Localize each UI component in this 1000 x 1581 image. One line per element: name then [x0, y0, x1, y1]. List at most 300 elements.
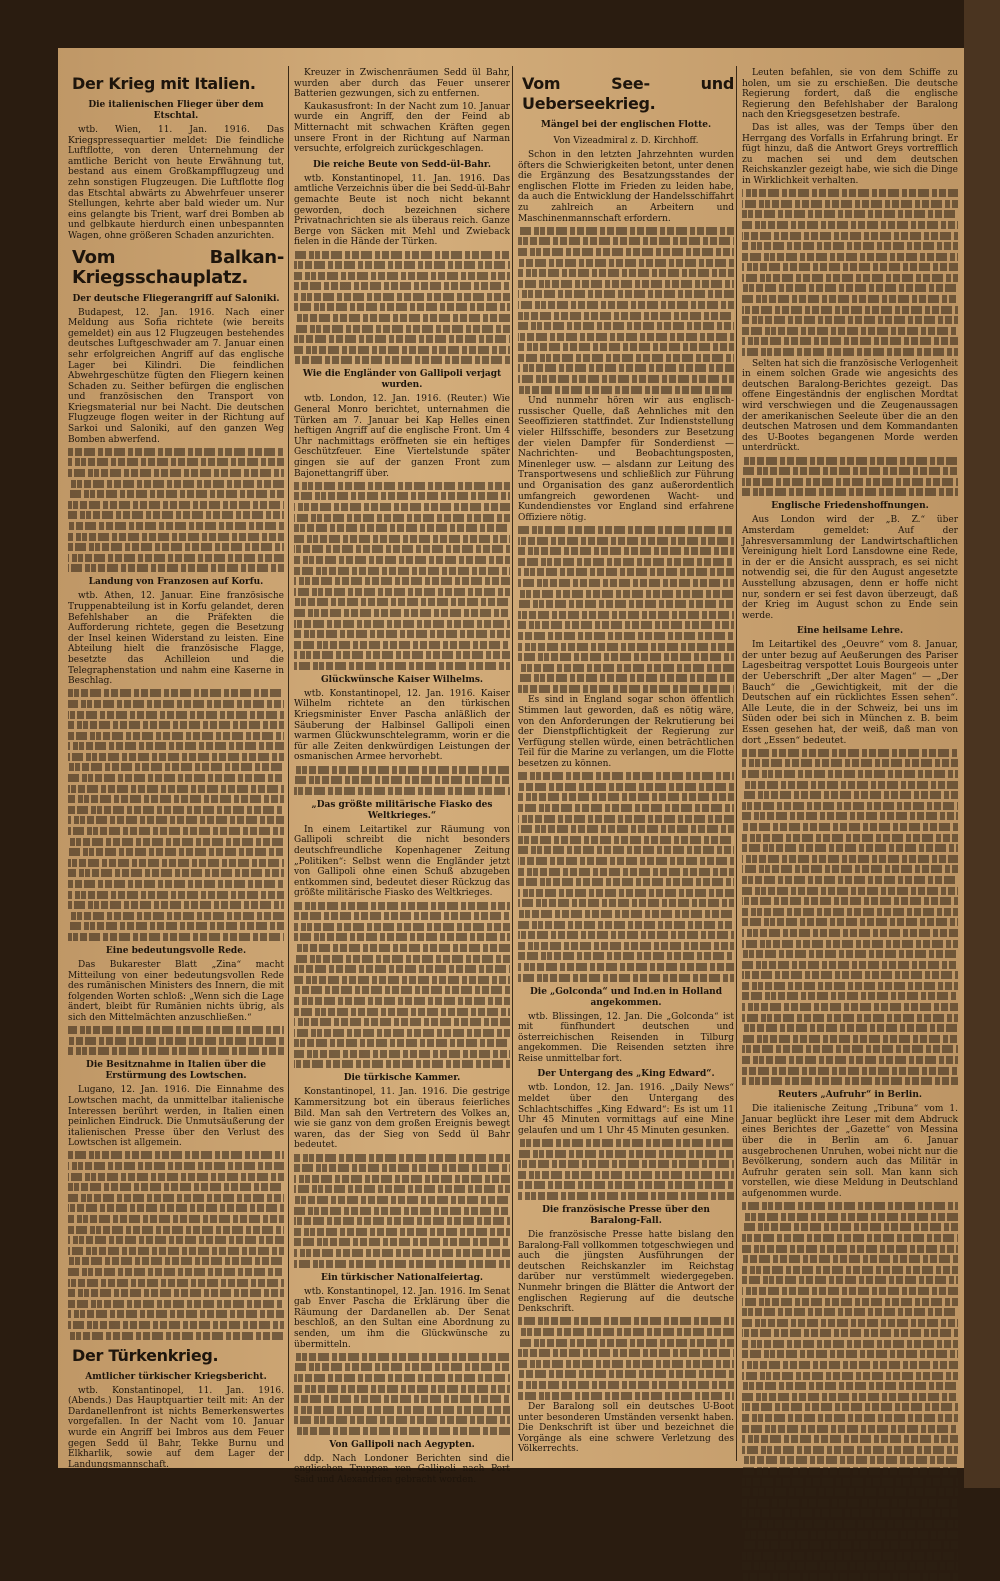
text-line — [742, 210, 958, 218]
subhead-kammer: Die türkische Kammer. — [343, 1073, 461, 1084]
text-line — [742, 1319, 958, 1327]
text-line — [518, 836, 734, 844]
subhead-fiasko: „Das größte militärische Fiasko des Weltkrieges.“ — [311, 799, 493, 821]
text-line — [294, 787, 510, 795]
text-line — [294, 641, 510, 649]
subhead-saloniki: Der deutsche Fliegerangriff auf Saloniki. — [72, 293, 280, 304]
text-line — [518, 643, 734, 651]
text-line — [742, 908, 958, 916]
text-line — [742, 1223, 958, 1231]
column-4 — [742, 68, 958, 1463]
subhead-maengel: Mängel bei der englischen Flotte. — [540, 120, 712, 130]
text-line — [68, 859, 284, 867]
text-line — [742, 823, 958, 831]
text-line — [294, 1395, 510, 1403]
text-line — [742, 929, 958, 937]
text-line — [742, 1488, 958, 1496]
text-line — [742, 1202, 958, 1210]
text-line — [68, 1268, 284, 1276]
text-line — [518, 825, 734, 833]
text-line — [742, 457, 958, 465]
text-line — [294, 923, 510, 931]
subhead-golconda: Die „Golconda“ und Ind.en in Holland angekommen. — [529, 986, 723, 1008]
subhead-rede: Eine bedeutungsvolle Rede. — [105, 945, 247, 956]
text-line — [518, 846, 734, 854]
text-line — [518, 664, 734, 672]
text-line — [742, 284, 958, 292]
text-line — [68, 763, 284, 771]
text-line — [518, 237, 734, 245]
text-line — [742, 1035, 958, 1043]
text-line — [742, 1266, 958, 1274]
text-line — [68, 1194, 284, 1202]
text-line — [742, 306, 958, 314]
text-line — [742, 759, 958, 767]
article-aufruhr: Die italienische Zeitung „Tribuna“ vom 1. Januar beglückt ihre Leser mit dem Abdruck eines Berichtes der „Gazette“ von Messina über die in Berlin am 6. Januar ausgebrochenen Unruhen, wobei nicht nur die Bevölkerung, sondern auch das Militär in Aufruhr geraten sein soll. Man kann sich vorstellen, wie diese Meldung in Deutschland aufgenommen wurde. — [742, 1104, 958, 1199]
text-line — [518, 921, 734, 929]
text-line — [518, 868, 734, 876]
text-line — [68, 533, 284, 541]
text-line — [294, 1260, 510, 1268]
text-line — [742, 221, 958, 229]
text-line — [294, 1249, 510, 1257]
text-line — [294, 1353, 510, 1361]
text-line — [294, 997, 510, 1005]
text-line — [68, 458, 284, 466]
text-line — [518, 1160, 734, 1168]
text-line — [742, 1509, 958, 1517]
text-line — [68, 785, 284, 793]
article-kaiser: wtb. Konstantinopel, 12. Jan. 1916. Kaiser Wilhelm richtete an den türkischen Kriegsminister Enver Pascha anläßlich der Säuberung der Halbinsel Gallipoli einen warmen Glückwunschtelegramm, worin er die für alle Zeiten denkwürdigen Leistungen der osmanischen Armee hervorhebt. — [294, 688, 510, 763]
text-line — [742, 253, 958, 261]
text-line — [68, 700, 284, 708]
text-line — [742, 478, 958, 486]
text-line — [742, 1308, 958, 1316]
text-line — [68, 1257, 284, 1265]
text-line — [518, 899, 734, 907]
text-line — [294, 933, 510, 941]
text-line — [742, 263, 958, 271]
text-line — [294, 535, 510, 543]
text-line — [742, 855, 958, 863]
article-kammer: Konstantinopel, 11. Jan. 1916. Die gestrige Kammersitzung bot ein überaus feierliches Bild. Man sah den Vertretern des Volkes an, wie sie ganz von dem großen Ereignis bewegt waren, das der Sieg von Sedd ül Bahr bedeutet. — [294, 1087, 510, 1151]
text-line — [742, 1435, 958, 1443]
text-line — [68, 511, 284, 519]
text-line — [742, 1573, 958, 1581]
text-line — [294, 577, 510, 585]
text-line — [742, 1446, 958, 1454]
subhead-beute: Die reiche Beute von Sedd-ül-Bahr. — [313, 159, 491, 170]
text-line — [294, 912, 510, 920]
text-line — [68, 891, 284, 899]
text-line — [742, 232, 958, 240]
text-line — [742, 337, 958, 345]
text-line — [68, 774, 284, 782]
text-line — [742, 865, 958, 873]
text-line — [518, 1349, 734, 1357]
text-line — [742, 1531, 958, 1539]
text-line — [68, 742, 284, 750]
article-maengel-1: Schon in den letzten Jahrzehnten wurden öfters die Schwierigkeiten betont, unter denen die Ergänzung des Besatzungsstandes der englischen Flotte im Frieden zu leiden habe, da auch die Entwicklung der Handelsschiffahrt zu zahlreich an Arbeitern und Maschinenmannschaft erfordern. — [518, 150, 734, 224]
text-line — [742, 1403, 958, 1411]
column-rule — [736, 66, 737, 1461]
text-line — [294, 630, 510, 638]
text-line — [742, 274, 958, 282]
text-line — [518, 568, 734, 576]
text-line — [742, 1329, 958, 1337]
text-line — [742, 1255, 958, 1263]
text-line — [742, 1562, 958, 1570]
article-saloniki: Budapest, 12. Jan. 1916. Nach einer Meldung aus Sofia richtete (wie bereits gemeldet) ein aus 12 Flugzeugen bestehendes deutsches Luftgeschwader am 7. Januar einen sehr erfolgreichen Angriff auf das englische Lager bei Kilindri. Die feindlichen Abwehrgeschütze fügten den Fliegern keinen Schaden zu. Seither befürgen die englischen und französischen den Transport von Kriegsmaterial nur bei Nacht. Die deutschen Flugzeuge flogen weiter in der Richtung auf Sarkoi und Saloniki, auf den ganzen Weg Bomben abwerfend. — [68, 307, 284, 445]
text-line — [742, 918, 958, 926]
text-line — [518, 375, 734, 383]
text-line — [518, 674, 734, 682]
text-line — [742, 295, 958, 303]
headline-see: Vom See- und Ueberseekrieg. — [522, 74, 734, 113]
text-line — [294, 662, 510, 670]
text-line — [742, 844, 958, 852]
text-line — [518, 600, 734, 608]
text-line — [518, 1360, 734, 1368]
text-line — [518, 963, 734, 971]
text-line — [68, 501, 284, 509]
text-line — [294, 1185, 510, 1193]
text-line — [68, 1279, 284, 1287]
text-line — [518, 322, 734, 330]
text-line — [294, 1416, 510, 1424]
subhead-lowtschen: Die Besitznahme in Italien über die Erstürmung des Lowtschen. — [86, 1060, 266, 1082]
text-line — [68, 711, 284, 719]
text-line — [518, 354, 734, 362]
text-line — [518, 889, 734, 897]
text-line — [742, 1382, 958, 1390]
text-line — [518, 227, 734, 235]
text-line — [294, 482, 510, 490]
text-line — [518, 1392, 734, 1400]
text-line — [68, 901, 284, 909]
text-line — [68, 522, 284, 530]
text-line — [518, 248, 734, 256]
text-line — [518, 1328, 734, 1336]
text-line — [68, 480, 284, 488]
text-line — [294, 902, 510, 910]
text-line — [68, 721, 284, 729]
text-line — [742, 950, 958, 958]
text-line — [68, 554, 284, 562]
text-line — [294, 556, 510, 564]
article-engl-gallipoli: wtb. London, 12. Jan. 1916. (Reuter.) Wie General Monro berichtet, unternahmen die Türken am 7. Januar bei Kap Helles einen heftigen Angriff auf die englische Front. Um 4 Uhr nachmittags eröffneten sie ein heftiges Geschützfeuer. Eine Viertelstunde später gingen sie auf der ganzen Front zum Bajonettangriff über. — [294, 394, 510, 479]
text-line — [294, 567, 510, 575]
text-line — [68, 689, 284, 697]
text-line — [294, 609, 510, 617]
text-line — [68, 869, 284, 877]
text-line — [294, 776, 510, 784]
text-line — [518, 333, 734, 341]
text-line — [294, 965, 510, 973]
article-flieger: wtb. Wien, 11. Jan. 1916. Das Kriegspressequartier meldet: Die feindliche Luftflotte, von deren Unternehmung der amtliche Bericht von heute Erwähnung tut, bestand aus einem Großkampfflugzeug und zehn sonstigen Flugzeugen. Die Luftflotte flog das Etschtal abwärts zu Abwehrfeuer unserer Stellungen, kehrte aber bald wieder um. Nur eins gelangte bis Trient, warf drei Bomben ab und gelbkaute hierdurch einen unbespannten Wagen, ohne größeren Schaden anzurichten. — [68, 125, 284, 241]
article-beute: wtb. Konstantinopel, 11. Jan. 1916. Das amtliche Verzeichnis über die bei Sedd-ül-Bahr gemachte Beute ist noch nicht bekannt geworden, doch bezeichnen sichere Privatnachrichten sie als überaus reich. Ganze Berge von Säcken mit Mehl und Zwieback fielen in die Hände der Türken. — [294, 173, 510, 248]
text-line — [742, 1541, 958, 1549]
text-line — [518, 1339, 734, 1347]
text-line — [294, 514, 510, 522]
article-king-edward: wtb. London, 12. Jan. 1916. „Daily News“ meldet über den Untergang des Schlachtschiffes „King Edward“: Es ist um 11 Uhr 45 Minuten vormittags auf eine Mine gelaufen und um 1 Uhr 45 Minuten gesunken. — [518, 1083, 734, 1136]
text-line — [518, 1192, 734, 1200]
text-line — [294, 303, 510, 311]
text-line — [294, 325, 510, 333]
text-line — [742, 316, 958, 324]
text-line — [68, 1204, 284, 1212]
text-line — [294, 1207, 510, 1215]
text-line — [68, 1162, 284, 1170]
text-line — [68, 490, 284, 498]
text-line — [742, 876, 958, 884]
text-line — [742, 1067, 958, 1075]
text-line — [68, 1236, 284, 1244]
page-edge-right — [964, 0, 1000, 1488]
subhead-korfu: Landung von Franzosen auf Korfu. — [88, 577, 264, 588]
text-line — [294, 976, 510, 984]
text-line — [518, 611, 734, 619]
text-line — [68, 806, 284, 814]
text-line — [742, 1056, 958, 1064]
text-line — [294, 1238, 510, 1246]
text-line — [518, 793, 734, 801]
text-line — [518, 772, 734, 780]
text-line — [294, 1217, 510, 1225]
text-line — [294, 1363, 510, 1371]
text-line — [742, 1276, 958, 1284]
text-line — [294, 1175, 510, 1183]
text-line — [294, 588, 510, 596]
text-line — [742, 834, 958, 842]
text-line — [742, 1003, 958, 1011]
text-line — [68, 1289, 284, 1297]
headline-balkan: Vom Balkan-Kriegsschauplatz. — [72, 246, 284, 288]
text-line — [518, 1381, 734, 1389]
subhead-feiertag: Ein türkischer Nationalfeiertag. — [320, 1272, 484, 1283]
text-line — [68, 880, 284, 888]
text-line — [742, 189, 958, 197]
text-line — [742, 781, 958, 789]
text-line — [68, 1321, 284, 1329]
text-line — [68, 795, 284, 803]
text-line — [68, 1226, 284, 1234]
article-baralong-2: Der Baralong soll ein deutsches U-Boot unter besonderen Umständen versenkt haben. Die Denkschrift ist über und bezeichnet die Vorgänge als eine schwere Verletzung des Völkerrechts. — [518, 1402, 734, 1455]
text-line — [742, 348, 958, 356]
text-line — [742, 1520, 958, 1528]
subhead-baralong: Die französische Presse über den Baralong-Fall. — [542, 1205, 710, 1226]
text-line — [294, 1164, 510, 1172]
subhead-engl-gallipoli: Wie die Engländer von Gallipoli verjagt wurden. — [302, 369, 502, 391]
text-line — [294, 1406, 510, 1414]
text-line — [742, 1414, 958, 1422]
text-line — [294, 356, 510, 364]
text-line — [294, 261, 510, 269]
column-2 — [294, 68, 510, 1486]
text-line — [518, 343, 734, 351]
text-line — [742, 791, 958, 799]
text-line — [742, 1425, 958, 1433]
text-line — [294, 598, 510, 606]
text-line — [742, 1045, 958, 1053]
text-line — [742, 770, 958, 778]
text-line — [518, 685, 734, 693]
text-line — [518, 579, 734, 587]
text-line — [518, 653, 734, 661]
text-line — [294, 1018, 510, 1026]
text-line — [742, 488, 958, 496]
byline: Von Vizeadmiral z. D. Kirchhoff. — [553, 136, 699, 146]
text-line — [518, 526, 734, 534]
text-line — [294, 524, 510, 532]
article-baralong: Die französische Presse hatte bislang den Baralong-Fall vollkommen totgeschwiegen und auch die jüngsten Ausführungen der deutschen Reichskanzler im Reichstag darüber nur verstümmelt wiedergegeben. Nunmehr bringen die Blätter die Antwort der englischen Regierung auf die deutsche Denkschrift. — [518, 1230, 734, 1315]
text-line — [68, 1215, 284, 1223]
text-line — [742, 1350, 958, 1358]
column-rule — [512, 66, 513, 1461]
text-line — [742, 992, 958, 1000]
text-line — [68, 1310, 284, 1318]
text-line — [518, 364, 734, 372]
text-line — [742, 887, 958, 895]
text-line — [68, 1037, 284, 1045]
text-line — [518, 301, 734, 309]
text-line — [294, 545, 510, 553]
article-verlogen: Selten hat sich die französische Verlogenheit in einem solchen Grade wie angesichts des deutschen Baralong-Berichtes gezeigt. Das offene Eingeständnis der englischen Mordtat wird verschwiegen und die Zeugenaussagen der amerikanischen Seeleute über die an den deutschen Matrosen und dem Kommandanten des U-Bootes begangenen Morde werden unterdrückt. — [742, 358, 958, 454]
subhead-aufruhr: Reuters „Aufruhr“ in Berlin. — [777, 1090, 923, 1101]
text-line — [68, 1247, 284, 1255]
article-lowtschen: Lugano, 12. Jan. 1916. Die Einnahme des Lowtschen macht, da unmittelbar italienische Interessen berührt werden, in Italien einen peinlichen Eindruck. Die Unmutsäußerung der italienischen Presse über den Verlust des Lowtschen ist allgemein. — [68, 1085, 284, 1149]
text-line — [518, 1139, 734, 1147]
text-line — [742, 971, 958, 979]
text-line — [294, 282, 510, 290]
article-aegypten: ddp. Nach Londoner Berichten sind die englischen Truppen von Gallipoli nach Port Said und Alexandrien gebracht worden. — [294, 1453, 510, 1486]
text-line — [742, 200, 958, 208]
article-golconda: wtb. Blissingen, 12. Jan. Die „Golconda“ ist mit fünfhundert deutschen und österreichischen Reisenden in Tilburg angekommen. Die Reisenden setzten ihre Reise unmittelbar fort. — [518, 1011, 734, 1064]
text-line — [742, 961, 958, 969]
text-line — [742, 1298, 958, 1306]
text-line — [518, 290, 734, 298]
text-line — [68, 1026, 284, 1034]
subhead-tuerk-bericht: Amtlicher türkischer Kriegsbericht. — [85, 1371, 267, 1382]
text-line — [742, 802, 958, 810]
text-line — [68, 838, 284, 846]
text-line — [518, 931, 734, 939]
text-line — [68, 1332, 284, 1340]
text-line — [68, 816, 284, 824]
text-line — [294, 766, 510, 774]
text-line — [294, 272, 510, 280]
text-line — [294, 1060, 510, 1068]
text-line — [518, 1181, 734, 1189]
text-line — [742, 1234, 958, 1242]
subhead-frieden: Englische Friedenshoffnungen. — [771, 501, 929, 512]
text-line — [294, 1196, 510, 1204]
text-line — [518, 632, 734, 640]
text-line — [742, 1499, 958, 1507]
text-line — [68, 1300, 284, 1308]
article-feiertag: wtb. Konstantinopel, 12. Jan. 1916. Im Senat gab Enver Pascha die Erklärung über die Räumung der Dardanellen ab. Der Senat beschloß, an den Sultan eine Abordnung zu senden, um ihm die Glückwünsche zu übermitteln. — [294, 1286, 510, 1350]
text-line — [294, 944, 510, 952]
text-line — [294, 986, 510, 994]
text-line — [518, 280, 734, 288]
text-line — [742, 1393, 958, 1401]
text-line — [294, 620, 510, 628]
text-line — [518, 952, 734, 960]
newspaper-page — [58, 48, 964, 1486]
text-line — [742, 1213, 958, 1221]
text-line — [518, 878, 734, 886]
text-line — [518, 1370, 734, 1378]
text-line — [742, 812, 958, 820]
text-line — [518, 942, 734, 950]
text-line — [518, 783, 734, 791]
text-line — [294, 251, 510, 259]
text-line — [742, 1287, 958, 1295]
text-line — [518, 259, 734, 267]
text-line — [294, 1427, 510, 1435]
article-top: Leuten befahlen, sie von dem Schiffe zu holen, um sie zu erschießen. Die deutsche Regierung fordert, daß die englische Regierung den Befehlshaber der Baralong nach den Kriegsgesetzen bestrafe. — [742, 68, 958, 121]
article-kaukasus: Kaukasusfront: In der Nacht zum 10. Januar wurde ein Angriff, den der Feind ab Mitternacht mit schwachen Kräften gegen unsere Front in der Richtung auf Narman versuchte, erfolgreich zurückgeschlagen. — [294, 101, 510, 155]
text-line — [294, 503, 510, 511]
text-line — [68, 469, 284, 477]
text-line — [742, 940, 958, 948]
text-line — [518, 269, 734, 277]
text-line — [68, 827, 284, 835]
text-line — [294, 1154, 510, 1162]
text-line — [742, 1361, 958, 1369]
text-line — [742, 749, 958, 757]
text-line — [742, 1456, 958, 1464]
article-korfu: wtb. Athen, 12. Januar. Eine französische Truppenabteilung ist in Korfu gelandet, deren Befehlshaber an die Präfekten die Aufforderung richtete, gegen die Besetzung der Insel keinen Widerstand zu leisten. Eine Abteilung hielt die französische Flagge, besetzte das Achilleion und die Telegraphenstation und nahm eine Kaserne in Beschlag. — [68, 591, 284, 687]
column-3 — [518, 68, 734, 1463]
text-line — [742, 467, 958, 475]
text-line — [68, 753, 284, 761]
article-frieden: Aus London wird der „B. Z.“ über Amsterdam gemeldet: Auf der Jahresversammlung der Landwirtschaftlichen Vereinigung hielt Lord Lansdowne eine Rede, in der er die Ansicht aussprach, es sei nicht notwendig sei, die für den August angesetzte Ausstellung abzusagen, denn er hoffe nicht nur, sondern er sei fest davon überzeugt, daß der Krieg im August schon zu Ende sein werde. — [742, 515, 958, 621]
text-line — [294, 346, 510, 354]
text-line — [742, 1245, 958, 1253]
headline-tuerkei: Der Türkenkrieg. — [72, 1345, 219, 1365]
article-lehre: Im Leitartikel des „Oeuvre“ vom 8. Januar, der unter bezug auf Aeußerungen des Pariser Lagesbeitrag verspottet Louis Bourgeois unter der Ueberschrift „Der alter Magen“ — „Der Bauch“ die „Gewichtigkeit, mit der die Deutschen auf ein rücklichtes Essen sehen“. Alle Leute, die in der Schweiz, bei uns im Süden oder bei sich in München z. B. beim Essen gesehen hat, der weiß, daß man von dort „Essen“ bedeutet. — [742, 640, 958, 746]
text-line — [518, 1171, 734, 1179]
subhead-king-edward: Der Untergang des „King Edward“. — [537, 1069, 715, 1080]
text-line — [742, 897, 958, 905]
text-line — [742, 1467, 958, 1475]
text-line — [294, 1039, 510, 1047]
article-fiasko: In einem Leitartikel zur Räumung von Gallipoli schreibt die nicht besonders deutschfreundliche Kopenhagener Zeitung „Politiken“: Selbst wenn die Engländer jetzt von Gallipoli ohne einen Schuß abzugeben entkommen sind, bedeutet dieser Rückzug das größte militärische Fiasko des Weltkrieges. — [294, 824, 510, 899]
text-line — [518, 1150, 734, 1158]
text-line — [294, 1228, 510, 1236]
text-line — [294, 1050, 510, 1058]
text-line — [518, 621, 734, 629]
text-line — [294, 1385, 510, 1393]
text-line — [294, 1374, 510, 1382]
text-line — [742, 1014, 958, 1022]
text-line — [68, 1173, 284, 1181]
text-line — [518, 910, 734, 918]
text-line — [518, 1317, 734, 1325]
column-rule — [288, 66, 289, 1461]
text-line — [518, 547, 734, 555]
text-line — [742, 1478, 958, 1486]
text-line — [518, 857, 734, 865]
text-line — [742, 1552, 958, 1560]
text-line — [518, 590, 734, 598]
text-line — [742, 982, 958, 990]
column-1 — [68, 68, 284, 1470]
text-line — [68, 1151, 284, 1159]
text-line — [518, 558, 734, 566]
text-line — [518, 386, 734, 394]
